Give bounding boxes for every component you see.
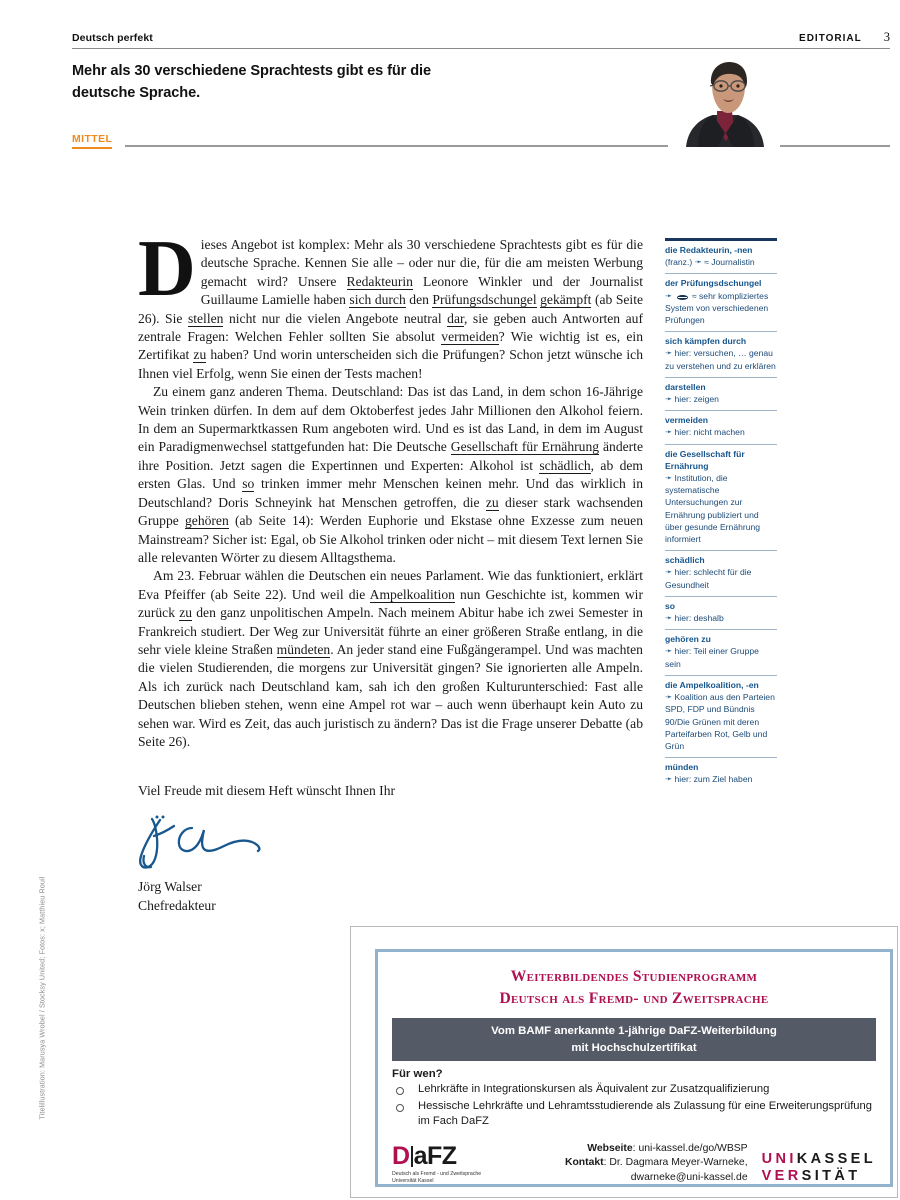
dafz-subtitle-line1: Deutsch als Fremd - und Zweitsprache <box>392 1171 482 1178</box>
glossary-term: gehören zu <box>665 634 711 645</box>
ad-contact <box>520 1142 752 1186</box>
glossary-entry <box>665 675 777 755</box>
glossary-definition <box>665 426 777 438</box>
dafz-divider <box>411 1146 413 1167</box>
ad-title <box>392 966 876 1010</box>
ad-footer <box>392 1142 876 1186</box>
glossary-definition <box>665 347 777 371</box>
paragraph-1 <box>138 225 644 383</box>
ad-audience-heading: Für wen? <box>392 1068 443 1081</box>
ad-website-value[interactable]: uni-kassel.de/go/WBSP <box>638 1142 748 1154</box>
glossary-entry <box>665 596 777 627</box>
glossary-definition-text: hier: zeigen <box>674 394 719 405</box>
photo-credit: Titelillustration: Marusya Wrobel / Stocksy United; Fotos: x; Matthieu Rouil <box>37 876 47 1120</box>
glossary-definition-text: hier: Teil einer Gruppe sein <box>665 646 759 669</box>
glossary-term: sich kämpfen durch <box>665 336 747 347</box>
running-head-right <box>799 30 890 45</box>
running-head <box>72 30 890 45</box>
level-badge: MITTEL <box>72 133 112 149</box>
paragraph-1-text: ieses Angebot ist komplex: Mehr als 30 verschiedene Sprachtests gibt es für die deutsche Sprache. Kennen Sie alle – oder nur die, für die am meisten Werbung gemacht wird? Unsere Redakteurin Leonore Winkler und der Journalist Guillaume Lamielle haben sich durch den Prüfungsdschungel gekämpft (ab Seite 26). Sie stellen nicht nur die vielen Angebote neutral dar, sie geben auch Antworten auf zentrale Fragen: Welchen Fehler sollten Sie absolut vermeiden? Wie wichtig ist es, ein Zertifikat zu haben? Und worin unterscheiden sich die Prüfungen? Schon jetzt wünsche ich Ihnen viel Erfolg, wenn Sie einen der Tests machen! <box>138 237 644 381</box>
glossary-definition <box>665 256 777 268</box>
glossary-term: die Ampelkoalition, -en <box>665 679 759 690</box>
dafz-subtitle-line2: Universität Kassel <box>392 1178 434 1185</box>
ad-website-label: Webseite <box>587 1142 633 1154</box>
glossary-entry <box>665 377 777 408</box>
ad-audience-item-text: Lehrkräfte in Integrationskursen als Äquivalent zur Zusatzqualifizierung <box>418 1083 770 1096</box>
arrow-icon: ➛ <box>665 393 673 404</box>
drop-cap: D <box>138 225 196 313</box>
arrow-icon: ➛ <box>665 612 673 623</box>
glossary-entry <box>665 273 777 329</box>
glossary-term: darstellen <box>665 381 706 392</box>
glossary-entry <box>665 757 777 788</box>
ad-title-line2: Deutsch als Fremd- und Zweitsprache <box>499 990 769 1008</box>
arrow-icon: ➛ <box>665 645 673 656</box>
glossary-term: vermeiden <box>665 415 708 426</box>
dafz-subtitle <box>392 1171 510 1185</box>
arrow-icon: ➛ <box>665 773 673 784</box>
author-role: Chefredakteur <box>138 897 216 913</box>
glossary-entry <box>665 244 777 271</box>
arrow-icon: ➛ <box>665 347 673 358</box>
glossary-definition <box>665 645 777 669</box>
unikassel-uni: UNI <box>761 1151 797 1168</box>
glossary-definition-text: hier: nicht machen <box>674 427 745 438</box>
author-name: Jörg Walser <box>138 879 202 894</box>
ad-website-row: Webseite: uni-kassel.de/go/WBSP <box>587 1142 748 1154</box>
glossary-entries <box>665 244 777 789</box>
page-title: Mehr als 30 verschiedene Sprachtests gibt es für die deutsche Sprache. <box>72 63 431 102</box>
glossary-entry <box>665 550 777 594</box>
glossary-definition-text: hier: deshalb <box>674 613 724 624</box>
author-block <box>138 878 216 916</box>
bullet-icon <box>396 1087 404 1095</box>
ad-kontakt-label: Kontakt <box>564 1157 604 1169</box>
signature-strokes <box>130 812 300 874</box>
paragraph-3: Am 23. Februar wählen die Deutschen ein neues Parlament. Wie das funktioniert, erklärt Eva Pfeiffer (ab Seite 22). Und weil die Ampelkoalition nun Geschichte ist, kommen wir zurück zu den ganz unpolitischen Ampeln. Nach meinem Abitur habe ich zwei Semester in Frankreich studiert. Der Weg zur Universität führte an einer größeren Straße entlang, in die sehr viele kleine Straßen mündeten. An jeder stand eine Fußgängerampel. Und was machten die vielen Studierenden, die morgens zur Universität gingen? Sie ignorierten alle Ampeln. Als ich zurück nach Deutschland kam, sah ich den großen Kulturunterschied: Fast alle Deutschen blieben stehen, wenn eine Ampel rot war – auch wenn überhaupt kein Auto zu sehen war. Wird es Zeit, das auch juristisch zu ändern? Das ist die Frage unserer Debatte (ab Seite 26). <box>138 568 643 749</box>
page-number: 3 <box>883 30 890 44</box>
ad-audience-list <box>392 1082 876 1129</box>
ad-audience-item-text: Hessische Lehrkräfte und Lehramtsstudierende als Zulassung für eine Erweiterungsprüfung im Fach DaFZ <box>418 1099 872 1128</box>
glossary-definition-text: Koalition aus den Parteien SPD, FDP und Bündnis 90/Die Grünen mit deren Parteifarben Rot, Gelb und Grün <box>665 692 775 751</box>
glossary-definition <box>665 472 777 545</box>
unikassel-row2 <box>762 1168 876 1185</box>
glossary-term: die Redakteurin, -nen <box>665 245 753 255</box>
glossary-entry <box>665 444 777 549</box>
editor-portrait <box>668 55 780 147</box>
glossary-entry <box>665 629 777 673</box>
glossary-definition <box>665 393 777 405</box>
glossary-term: so <box>665 600 676 611</box>
glossary-note: (franz.) <box>665 257 693 268</box>
glossary-term: schädlich <box>665 555 705 566</box>
dafz-letter-d: D <box>392 1142 410 1171</box>
arrow-icon: ➛ <box>665 426 673 437</box>
unikassel-kassel: KASSEL <box>796 1151 876 1168</box>
arrow-icon: ➛ <box>665 566 673 577</box>
ad-audience-item <box>392 1082 876 1097</box>
ad-audience-item <box>392 1099 876 1130</box>
glossary-definition <box>665 290 777 327</box>
ad-kontakt-value: Dr. Dagmara Meyer-Warneke, <box>609 1157 748 1169</box>
header-divider <box>72 48 890 49</box>
dafz-letters-fz: FZ <box>426 1142 457 1171</box>
unikassel-row1 <box>762 1151 876 1168</box>
publication-title: Deutsch perfekt <box>72 32 153 44</box>
section-label: EDITORIAL <box>799 33 862 44</box>
glossary-definition-text: ≈ sehr kompliziertes System von verschiedenen Prüfungen <box>665 290 769 326</box>
glossary-definition <box>665 691 777 752</box>
signoff-line: Viel Freude mit diesem Heft wünscht Ihnen Ihr <box>138 783 396 798</box>
glossary-definition-text: hier: versuchen, … genau zu verstehen und zu erklären <box>665 348 776 371</box>
glossary-definition-text: hier: zum Ziel haben <box>674 774 753 785</box>
unikassel-sitaet: SITÄT <box>801 1168 861 1185</box>
glossary-definition <box>665 612 777 624</box>
arrow-icon: ➛ <box>665 290 673 301</box>
advertisement-frame <box>375 949 893 1187</box>
ad-email[interactable]: dwarneke@uni-kassel.de <box>630 1171 748 1183</box>
ad-kontakt-row: Kontakt: Dr. Dagmara Meyer-Warneke, <box>564 1157 748 1169</box>
bullet-icon <box>396 1104 404 1112</box>
arrow-icon: ➛ <box>665 691 673 702</box>
glossary-definition <box>665 566 777 590</box>
ad-banner-line2: mit Hochschulzertifikat <box>571 1041 697 1054</box>
glossary-definition-text: hier: schlecht für die Gesundheit <box>665 567 752 590</box>
pronunciation-icon <box>677 295 688 300</box>
glossary-term: der Prüfungsdschungel <box>665 278 762 289</box>
dafz-wordmark <box>392 1143 510 1169</box>
dafz-logo <box>392 1143 510 1185</box>
glossary-term: die Gesellschaft für Ernährung <box>665 448 745 471</box>
handwritten-signature <box>130 812 300 874</box>
glossary-entry <box>665 410 777 441</box>
glossary-definition-text: ≈ Journalistin <box>704 257 755 268</box>
glossary-column <box>665 238 777 789</box>
dafz-letter-a: a <box>413 1142 427 1171</box>
advertisement[interactable] <box>350 926 898 1198</box>
glossary-term: münden <box>665 762 699 773</box>
glossary-top-rule <box>665 238 777 241</box>
unikassel-logo <box>762 1151 876 1185</box>
arrow-icon: ➛ <box>694 256 702 267</box>
glossary-entry <box>665 331 777 375</box>
ad-banner-line1: Vom BAMF anerkannte 1-jährige DaFZ-Weiterbildung <box>491 1025 777 1038</box>
glossary-definition-text: Institution, die systematische Untersuchungen zur Ernährung publiziert und über gesunde Ernährung informiert <box>665 473 761 545</box>
ad-banner <box>392 1018 876 1061</box>
arrow-icon: ➛ <box>665 472 673 483</box>
paragraph-2: Zu einem ganz anderen Thema. Deutschland: Das ist das Land, in dem schon 16-Jährige Wein trinken dürfen. In dem auf dem Oktoberfest jedes Jahr Millionen den Alkohol feiern. In dem an Supermarktkassen Rum angeboten wird. Und es ist das Land, in dem im August ein Paradigmenwechsel stattgefunden hat: Die Deutsche Gesellschaft für Ernährung änderte ihre Position. Jetzt sagen die Expertinnen und Experten: Alkohol ist schädlich, ab dem ersten Glas. Und so trinken immer mehr Menschen keinen mehr. Und das wirklich in Deutschland? Doris Schneyink hat Menschen getroffen, die zu dieser stark wachsenden Gruppe gehören (ab Seite 14): Werden Euphorie und Ekstase ohne Exzesse zum neuen Mainstream? Sicher ist: Egal, ob Sie Alkohol trinken oder nicht – mit diesem Text lernen Sie alle relevanten Wörter zu diesem Alltagsthema. <box>138 384 643 565</box>
portrait-image <box>668 55 780 147</box>
ad-title-line1: Weiterbildendes Studienprogramm <box>510 968 758 985</box>
article-body <box>138 225 644 751</box>
glossary-definition <box>665 773 777 785</box>
unikassel-ver: VER <box>761 1168 802 1185</box>
